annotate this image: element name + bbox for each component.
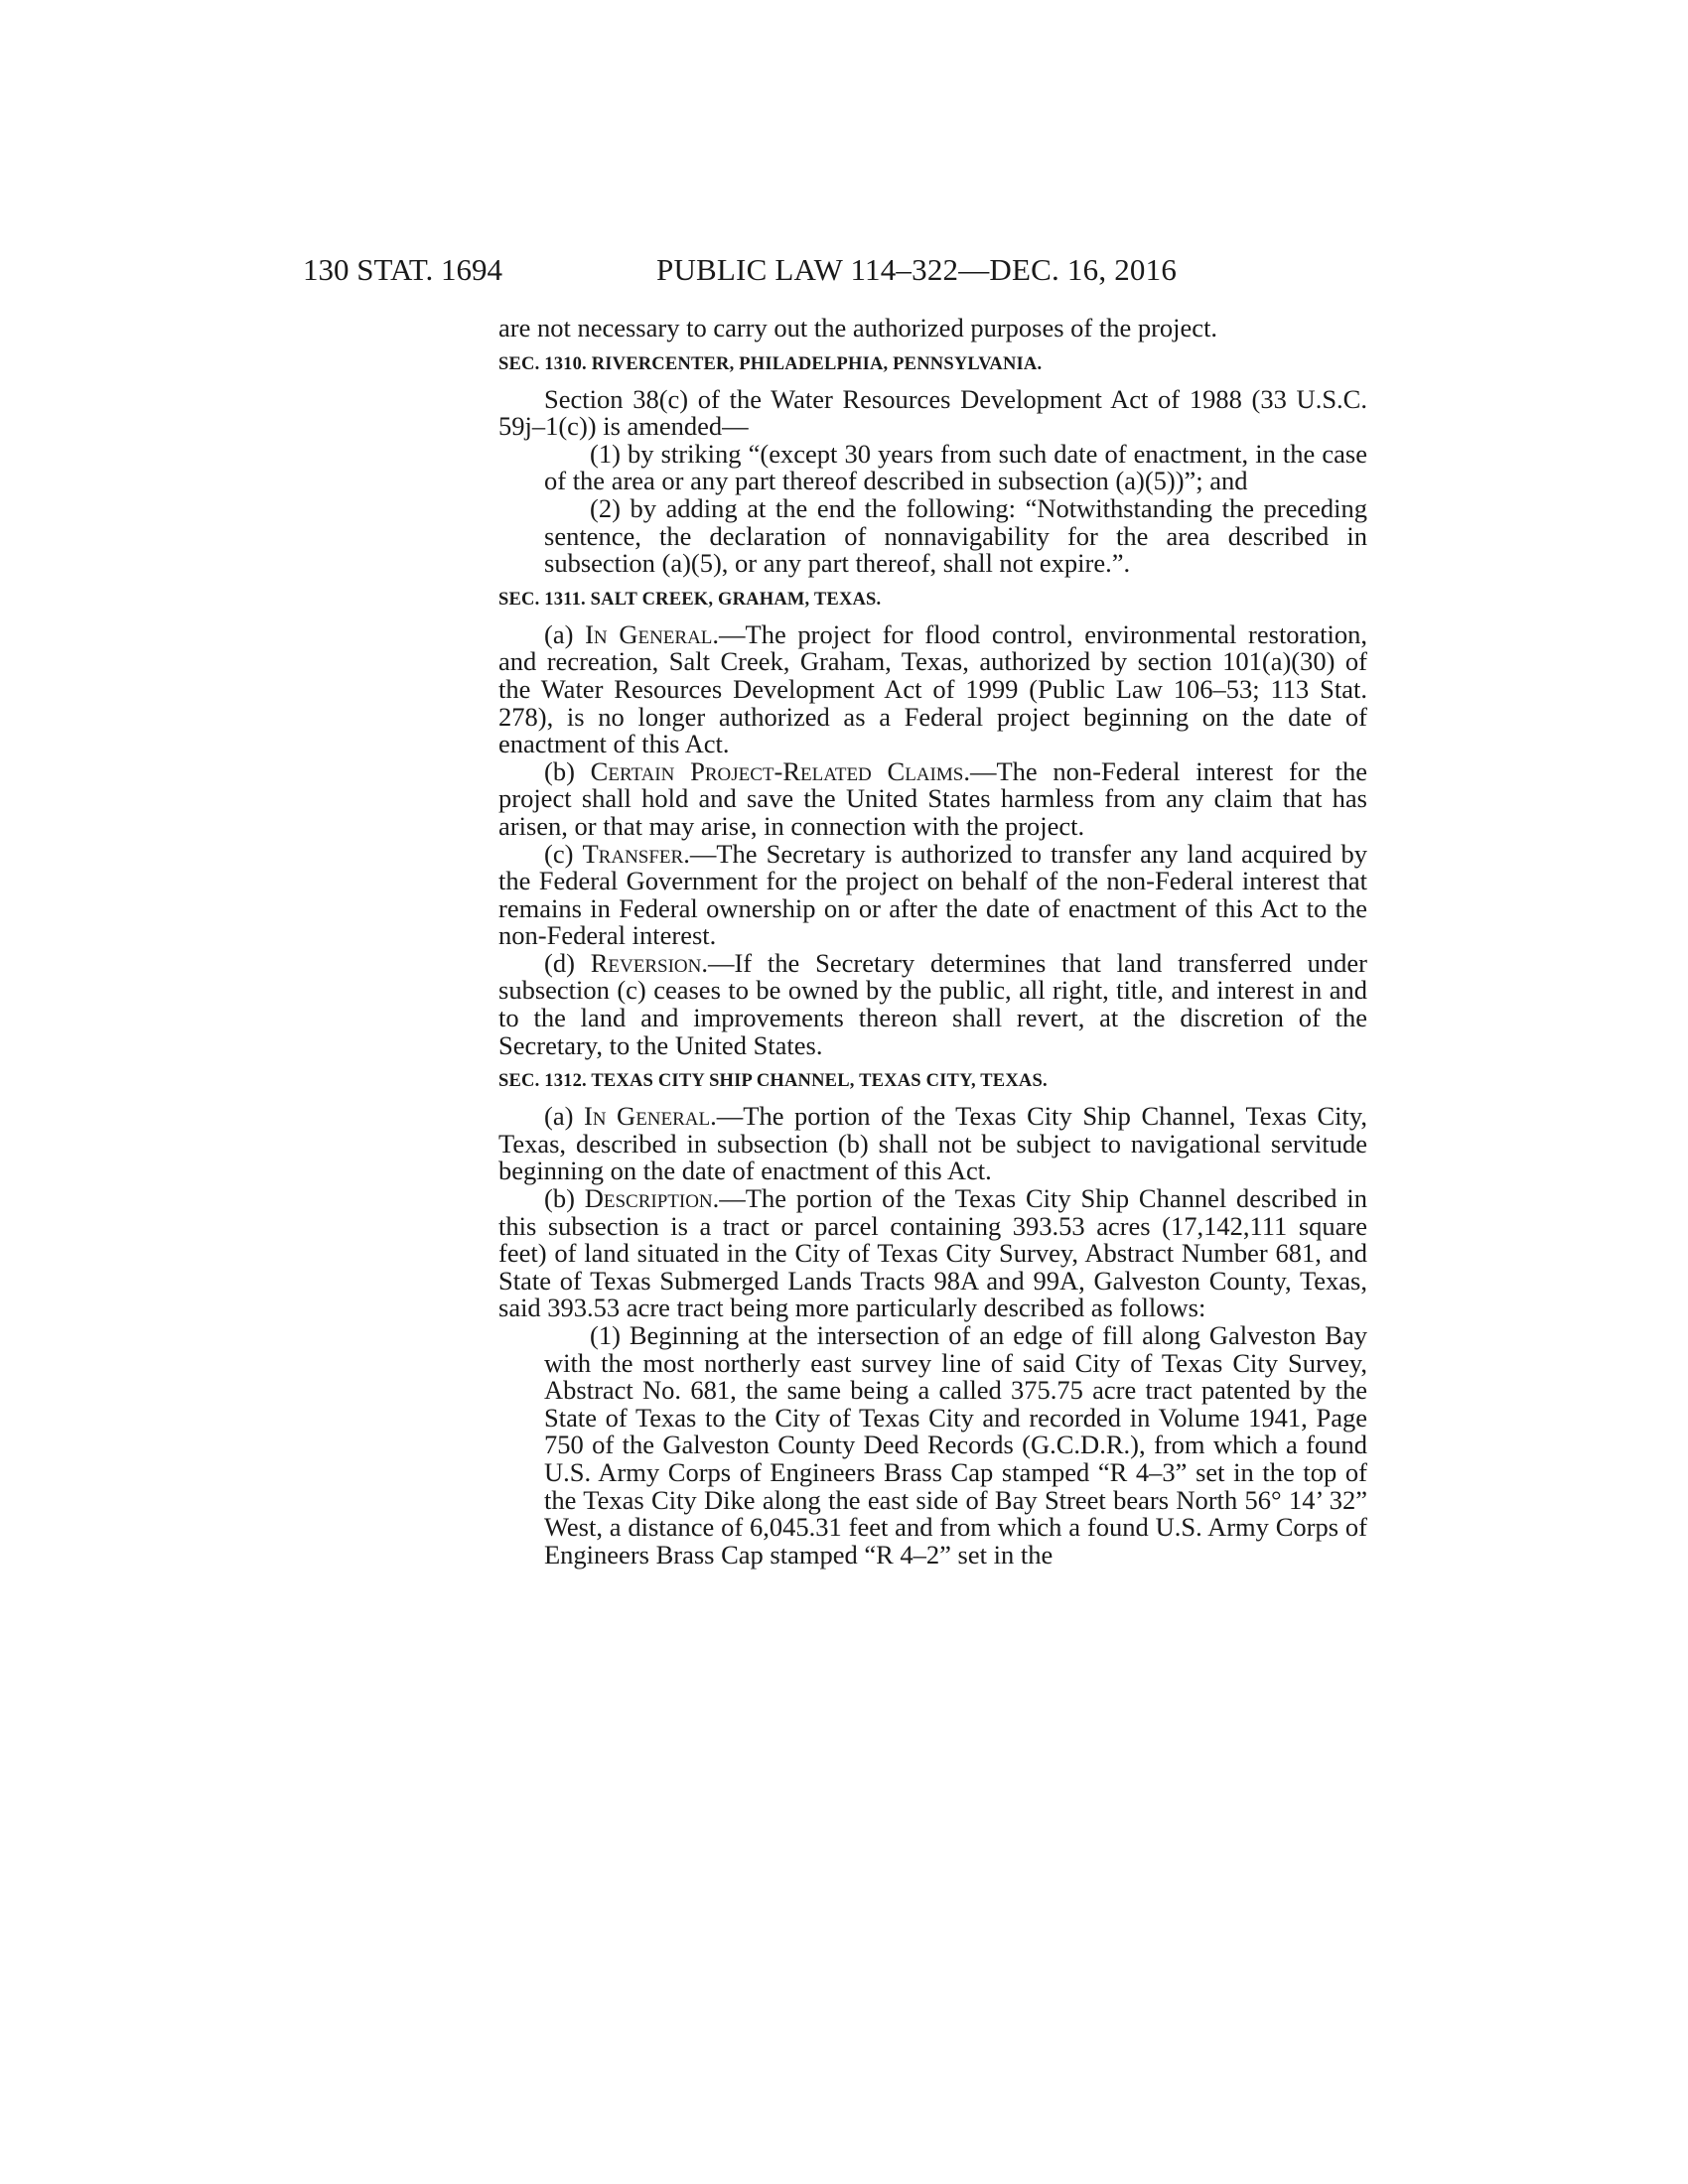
subsection-label: (b) [544, 755, 591, 786]
running-header [303, 250, 1211, 290]
subsection-title: Reversion [590, 947, 702, 978]
sec1311-subsection-c [498, 838, 1367, 951]
subsection-text: .—The project for flood control, environmental restoration, and recreation, Salt Creek, Graham, Texas, authorized by section 101(a)(30) of the Water Resources Development Act of 1999 (Public Law 106–53; 113 Stat. 278), is no longer authorized as a Federal project beginning on the date of enactment of this Act. [498, 618, 1367, 759]
sec1311-subsection-a [498, 618, 1367, 759]
subsection-label: (d) [544, 947, 591, 978]
subsection-title: In General [583, 1101, 711, 1132]
subsection-label: (a) [544, 618, 586, 649]
public-law-reference: PUBLIC LAW 114–322—DEC. 16, 2016 [656, 252, 1178, 287]
subsection-text: .—The portion of the Texas City Ship Channel described in this subsection is a tract or parcel containing 393.53 acres (17,142,111 square feet) of land situated in the City of Texas City Survey, Abstract Number 681, and State of Texas Submerged Lands Tracts 98A and 99A, Galveston County, Texas, said 393.53 acre tract being more particularly described as follows: [498, 1183, 1367, 1323]
sec1312-subsection-a [498, 1103, 1367, 1185]
subsection-text: .—If the Secretary determines that land transferred under subsection (c) ceases to be owned by the public, all right, title, and interest in and to the land and improvements thereon shall revert, at the discretion of the Secretary, to the United States. [498, 947, 1367, 1060]
sec1312-subsection-b [498, 1185, 1367, 1322]
sec1311-subsection-d [498, 947, 1367, 1060]
sec1310-item-2: (2) by adding at the end the following: “Notwithstanding the preceding sentence, the declaration of nonnavigability for the area described in subsection (a)(5), or any part thereof, shall not expire.”. [544, 492, 1367, 579]
section-heading-1310: SEC. 1310. RIVERCENTER, PHILADELPHIA, PENNSYLVANIA. [498, 353, 1043, 374]
sec1312-paragraph-1: (1) Beginning at the intersection of an edge of fill along Galveston Bay with the most northerly east survey line of said City of Texas City Survey, Abstract No. 681, the same being a called 375.75 acre tract patented by the State of Texas to the City of Texas City and recorded in Volume 1941, Page 750 of the Galveston County Deed Records (G.C.D.R.), from which a found U.S. Army Corps of Engineers Brass Cap stamped “R 4–3” set in the top of the Texas City Dike along the east side of Bay Street bears North 56° 14’ 32” West, a distance of 6,045.31 feet and from which a found U.S. Army Corps of Engineers Brass Cap stamped “R 4–2” set in the [544, 1320, 1367, 1570]
sec1310-intro: Section 38(c) of the Water Resources Development Act of 1988 (33 U.S.C. 59j–1(c)) is amended— [498, 383, 1367, 442]
sec1311-subsection-b [498, 755, 1367, 841]
subsection-title: In General [585, 618, 713, 649]
sec1310-item-1: (1) by striking “(except 30 years from such date of enactment, in the case of the area or any part thereof described in subsection (a)(5))”; and [544, 438, 1367, 496]
subsection-label: (a) [544, 1101, 584, 1132]
page-body [498, 315, 1367, 1569]
subsection-text: .—The portion of the Texas City Ship Channel, Texas City, Texas, described in subsection (b) shall not be subject to navigational servitude beginning on the date of enactment of this Act. [498, 1101, 1367, 1186]
subsection-label: (c) [544, 838, 583, 869]
subsection-text: .—The Secretary is authorized to transfer any land acquired by the Federal Government for the project on behalf of the non-Federal interest that remains in Federal ownership on or after the date of enactment of this Act to the non-Federal interest. [498, 838, 1367, 951]
section-heading-1311: SEC. 1311. SALT CREEK, GRAHAM, TEXAS. [498, 589, 882, 610]
continuation-paragraph: are not necessary to carry out the authorized purposes of the project. [498, 313, 1218, 342]
subsection-text: .—The non-Federal interest for the project shall hold and save the United States harmless from any claim that has arisen, or that may arise, in connection with the project. [498, 755, 1367, 841]
section-heading-1312: SEC. 1312. TEXAS CITY SHIP CHANNEL, TEXAS CITY, TEXAS. [498, 1071, 1048, 1092]
subsection-label: (b) [544, 1183, 585, 1214]
subsection-title: Certain Project-Related Claims [590, 755, 964, 786]
subsection-title: Transfer [582, 838, 684, 869]
subsection-title: Description [584, 1183, 713, 1214]
stat-reference: 130 STAT. 1694 [303, 252, 503, 287]
